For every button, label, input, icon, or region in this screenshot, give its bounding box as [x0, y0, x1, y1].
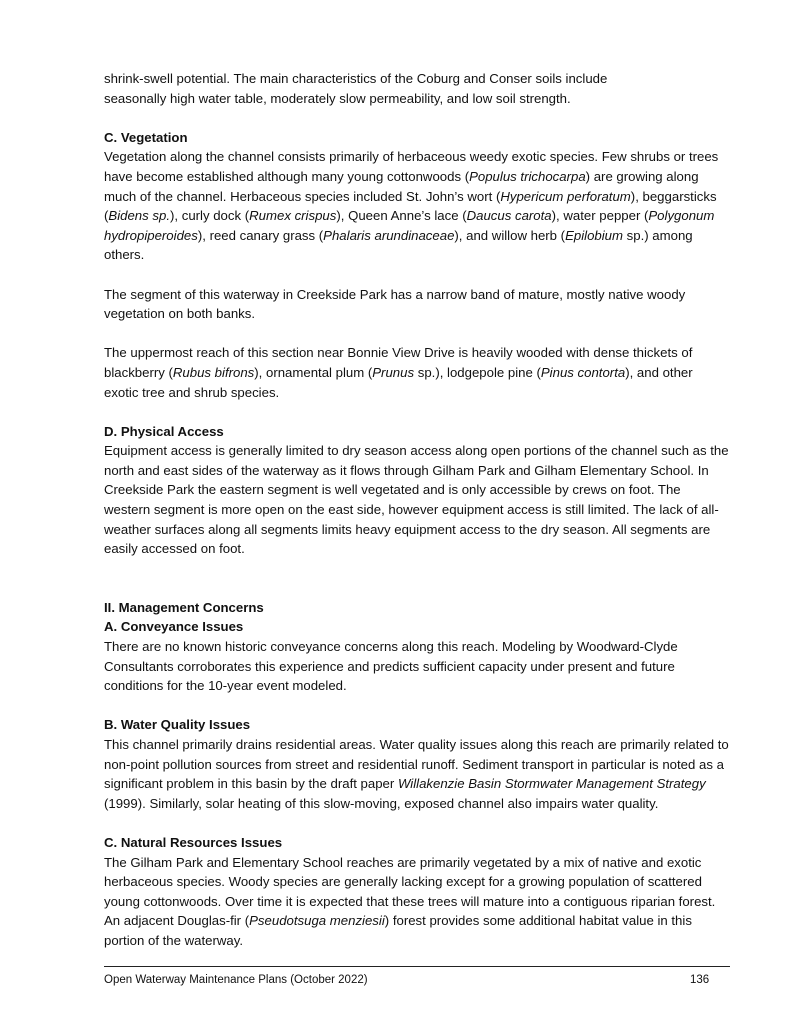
text-run: ), and other exotic tree and shrub species.	[104, 364, 693, 400]
vegetation-paragraph-1	[104, 147, 729, 265]
text-run: ), reed canary grass (	[197, 227, 324, 243]
intro-line-2: seasonally high water table, moderately slow permeability, and low soil strength.	[104, 90, 571, 106]
document-body	[104, 69, 729, 951]
text-run: The Gilham Park and Elementary School reaches are primarily vegetated by a mix of native and exotic herbaceous species. Woody species are generally lacking except for a growing population of scattered young cottonwoods. Over time it is expected that these trees will mature into a contiguous riparian forest. An adjacent Douglas-fir (	[104, 854, 716, 929]
conveyance-heading: A. Conveyance Issues	[104, 619, 244, 635]
species-name: Epilobium	[565, 227, 623, 243]
text-run: ), ornamental plum (	[254, 364, 373, 380]
vegetation-paragraph-2: The segment of this waterway in Creekside Park has a narrow band of mature, mostly native woody vegetation on both banks.	[104, 286, 686, 322]
natural-resources-heading: C. Natural Resources Issues	[104, 834, 283, 850]
intro-paragraph	[104, 69, 729, 108]
natural-resources-paragraph	[104, 853, 729, 951]
species-name: Rubus bifrons	[172, 364, 255, 380]
species-name: Pseudotsuga menziesii	[249, 913, 385, 929]
text-run: ), beggarsticks (	[104, 188, 717, 224]
physical-access-heading: D. Physical Access	[104, 423, 224, 439]
physical-access-paragraph: Equipment access is generally limited to dry season access along open portions of the channel such as the north and east sides of the waterway as it flows through Gilham Park and Gilham Elementary School. In Creekside Park the eastern segment is well vegetated and is only accessible by crews on foot. The western segment is more open on the east side, however equipment access is still limited. The lack of all-weather surfaces along all segments limits heavy equipment access to the dry season. All segments are easily accessed on foot.	[104, 443, 729, 557]
document-title: Willakenzie Basin Stormwater Management Strategy	[397, 776, 706, 792]
species-name: Phalaris arundinaceae	[323, 227, 455, 243]
management-concerns-heading: II. Management Concerns	[104, 599, 264, 615]
intro-line-1: shrink-swell potential. The main characteristics of the Coburg and Conser soils include	[104, 71, 608, 86]
conveyance-paragraph: There are no known historic conveyance concerns along this reach. Modeling by Woodward-Clyde Consultants corroborates this experience and predicts sufficient capacity under present and future conditions for the 10-year event modeled.	[104, 639, 678, 694]
text-run: ), water pepper (	[551, 208, 649, 224]
species-name: Pinus contorta	[540, 364, 626, 380]
footer-title: Open Waterway Maintenance Plans (October 2022)	[104, 974, 368, 986]
water-quality-heading: B. Water Quality Issues	[104, 717, 251, 733]
vegetation-paragraph-3	[104, 343, 729, 402]
text-run: This channel primarily drains residential areas. Water quality issues along this reach are primarily related to non-point pollution sources from street and residential runoff. Sediment transport in particular is noted as a significant problem in this basin by the draft paper	[104, 737, 729, 792]
species-name: Hypericum perforatum	[500, 188, 631, 204]
text-run: ) are growing along much of the channel. Herbaceous species included St. John’s wort (	[104, 168, 699, 204]
text-run: Vegetation along the channel consists primarily of herbaceous weedy exotic species. Few shrubs or trees have become established although many young cottonwoods (	[104, 149, 719, 184]
species-name: Prunus	[372, 364, 415, 380]
text-run: ), Queen Anne’s lace (	[336, 208, 467, 224]
text-run: ), curly dock (	[170, 208, 250, 224]
vegetation-heading: C. Vegetation	[104, 129, 188, 145]
text-run: The uppermost reach of this section near Bonnie View Drive is heavily wooded with dense thickets of blackberry (	[104, 345, 693, 380]
text-run: sp.), lodgepole pine (	[414, 364, 541, 380]
water-quality-paragraph	[104, 735, 729, 813]
species-name: Daucus carota	[466, 208, 552, 224]
species-name: Bidens sp.	[108, 208, 170, 224]
footer-divider	[104, 966, 730, 967]
species-name: Populus trichocarpa	[469, 168, 586, 184]
text-run: sp.) among others.	[104, 227, 693, 263]
species-name: Rumex crispus	[249, 208, 337, 224]
text-run: ), and willow herb (	[454, 227, 566, 243]
text-run: ) forest provides some additional habitat value in this portion of the waterway.	[104, 913, 692, 948]
page-number: 136	[690, 974, 710, 986]
text-run: (1999). Similarly, solar heating of this slow-moving, exposed channel also impairs water quality.	[104, 795, 659, 811]
species-name: Polygonum hydropiperoides	[104, 208, 715, 243]
